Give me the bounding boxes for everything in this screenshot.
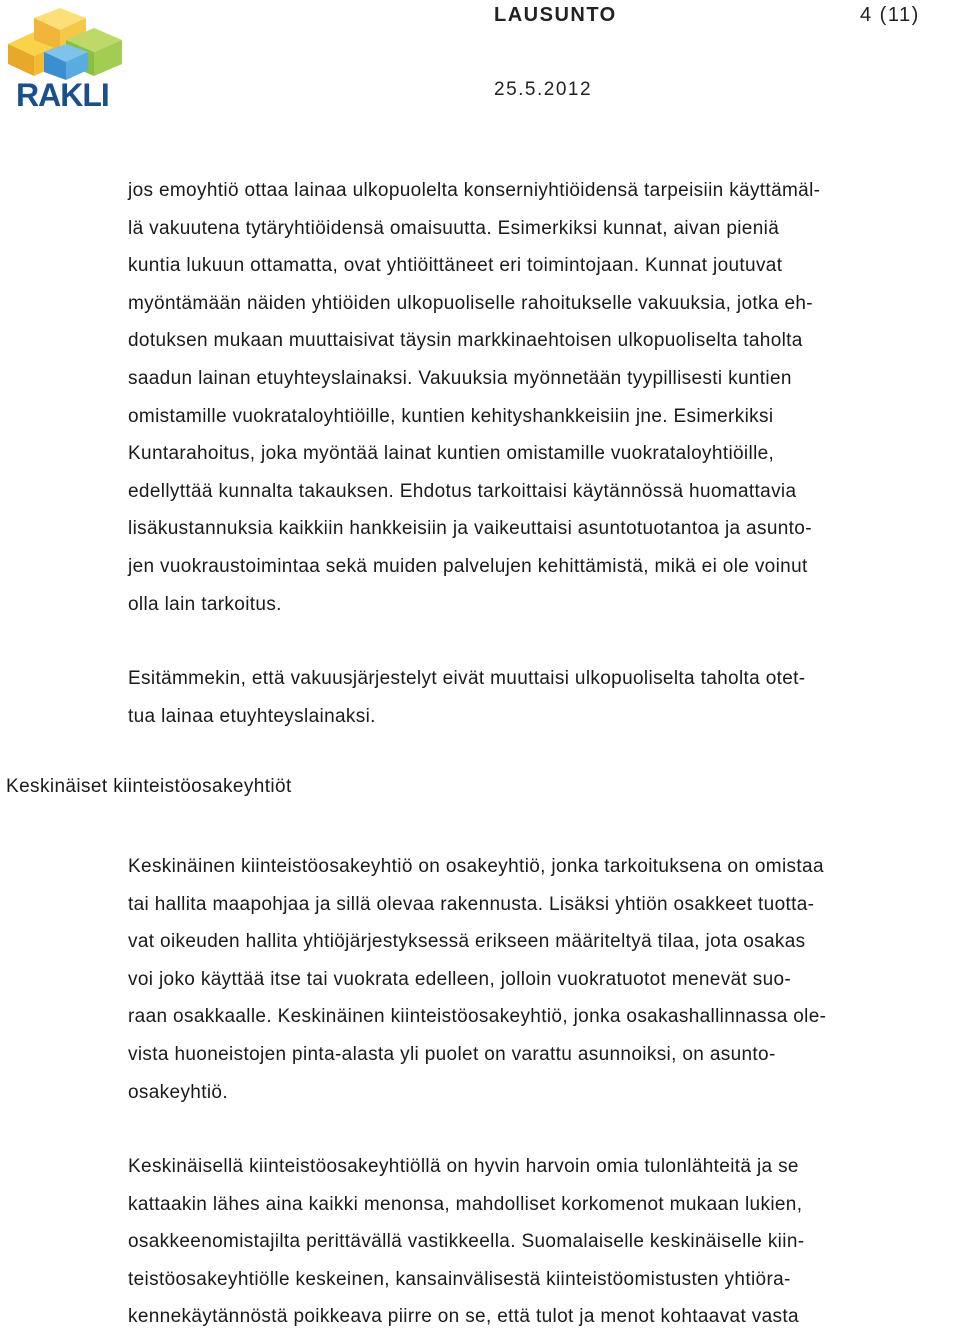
text-line: omistamille vuokrataloyhtiöille, kuntien kehityshankkeisiin jne. Esimerkiksi [128, 405, 774, 427]
text-line: lä vakuutena tytäryhtiöidensä omaisuutta. Esimerkiksi kunnat, aivan pieniä [128, 217, 780, 239]
text-line: Esitämmekin, että vakuusjärjestelyt eivät muuttaisi ulkopuoliselta taholta otet- [128, 668, 806, 689]
text-line: Kuntarahoitus, joka myöntää lainat kuntien omistamille vuokrataloyhtiöille, [128, 443, 775, 465]
text-line: tai hallita maapohjaa ja sillä olevaa rakennusta. Lisäksi yhtiön osakkeet tuotta- [128, 893, 815, 915]
text-line: jos emoyhtiö ottaa lainaa ulkopuolelta konserniyhtiöidensä tarpeisiin käyttämäl- [128, 180, 821, 201]
page-number: 4 (11) [860, 4, 920, 26]
text-line: vat oikeuden hallita yhtiöjärjestyksessä erikseen määriteltyä tilaa, jota osakas [128, 931, 806, 953]
text-line: teistöosakeyhtiölle keskeinen, kansainvälisestä kiinteistöomistusten yhtiöra- [128, 1268, 791, 1290]
rakli-logo [4, 4, 128, 110]
text-line: olla lain tarkoitus. [128, 593, 282, 615]
text-line: lisäkustannuksia kaikkiin hankkeisiin ja vaikeuttaisi asuntotuotantoa ja asunto- [128, 518, 812, 540]
text-line: kattaakin lähes aina kaikki menonsa, mahdolliset korkomenot mukaan lukien, [128, 1193, 803, 1215]
document-date: 25.5.2012 [494, 79, 593, 100]
text-line: osakkeenomistajilta perittävällä vastikkeella. Suomalaiselle keskinäiselle kiin- [128, 1231, 805, 1253]
text-line: voi joko käyttää itse tai vuokrata edelleen, jolloin vuokratuotot menevät suo- [128, 968, 792, 990]
text-line: myöntämään näiden yhtiöiden ulkopuoliselle rahoitukselle vakuuksia, jotka eh- [128, 292, 813, 314]
text-line: kennekäytännöstä poikkeava piirre on se, että tulot ja menot kohtaavat vasta [128, 1306, 799, 1328]
body-paragraph [128, 660, 958, 735]
text-line: raan osakkaalle. Keskinäinen kiinteistöosakeyhtiö, jonka osakashallinnassa ole- [128, 1006, 827, 1028]
body-paragraph [128, 1148, 958, 1336]
document-type: LAUSUNTO [494, 4, 617, 26]
logo-cubes-icon [8, 8, 122, 80]
text-line: Keskinäinen kiinteistöosakeyhtiö on osakeyhtiö, jonka tarkoituksena on omistaa [128, 856, 824, 877]
text-line: osakeyhtiö. [128, 1081, 228, 1103]
text-line: Keskinäisellä kiinteistöosakeyhtiöllä on hyvin harvoin omia tulonlähteitä ja se [128, 1156, 799, 1177]
text-line: kuntia lukuun ottamatta, ovat yhtiöittäneet eri toimintojaan. Kunnat joutuvat [128, 255, 783, 277]
body-paragraph [128, 172, 958, 623]
text-line: vista huoneistojen pinta-alasta yli puolet on varattu asunnoiksi, on asunto- [128, 1043, 776, 1065]
body-paragraph [128, 848, 958, 1111]
logo-text: RAKLI [16, 77, 109, 110]
text-line: saadun lainan etuyhteyslainaksi. Vakuuksia myönnetään tyypillisesti kuntien [128, 367, 792, 389]
text-line: dotuksen mukaan muuttaisivat täysin markkinaehtoisen ulkopuoliselta taholta [128, 330, 803, 352]
text-line: edellyttää kunnalta takauksen. Ehdotus tarkoittaisi käytännössä huomattavia [128, 480, 797, 502]
text-line: tua lainaa etuyhteyslainaksi. [128, 705, 376, 727]
text-line: jen vuokraustoimintaa sekä muiden palvelujen kehittämistä, mikä ei ole voinut [128, 555, 808, 577]
section-heading: Keskinäiset kiinteistöosakeyhtiöt [6, 776, 292, 797]
